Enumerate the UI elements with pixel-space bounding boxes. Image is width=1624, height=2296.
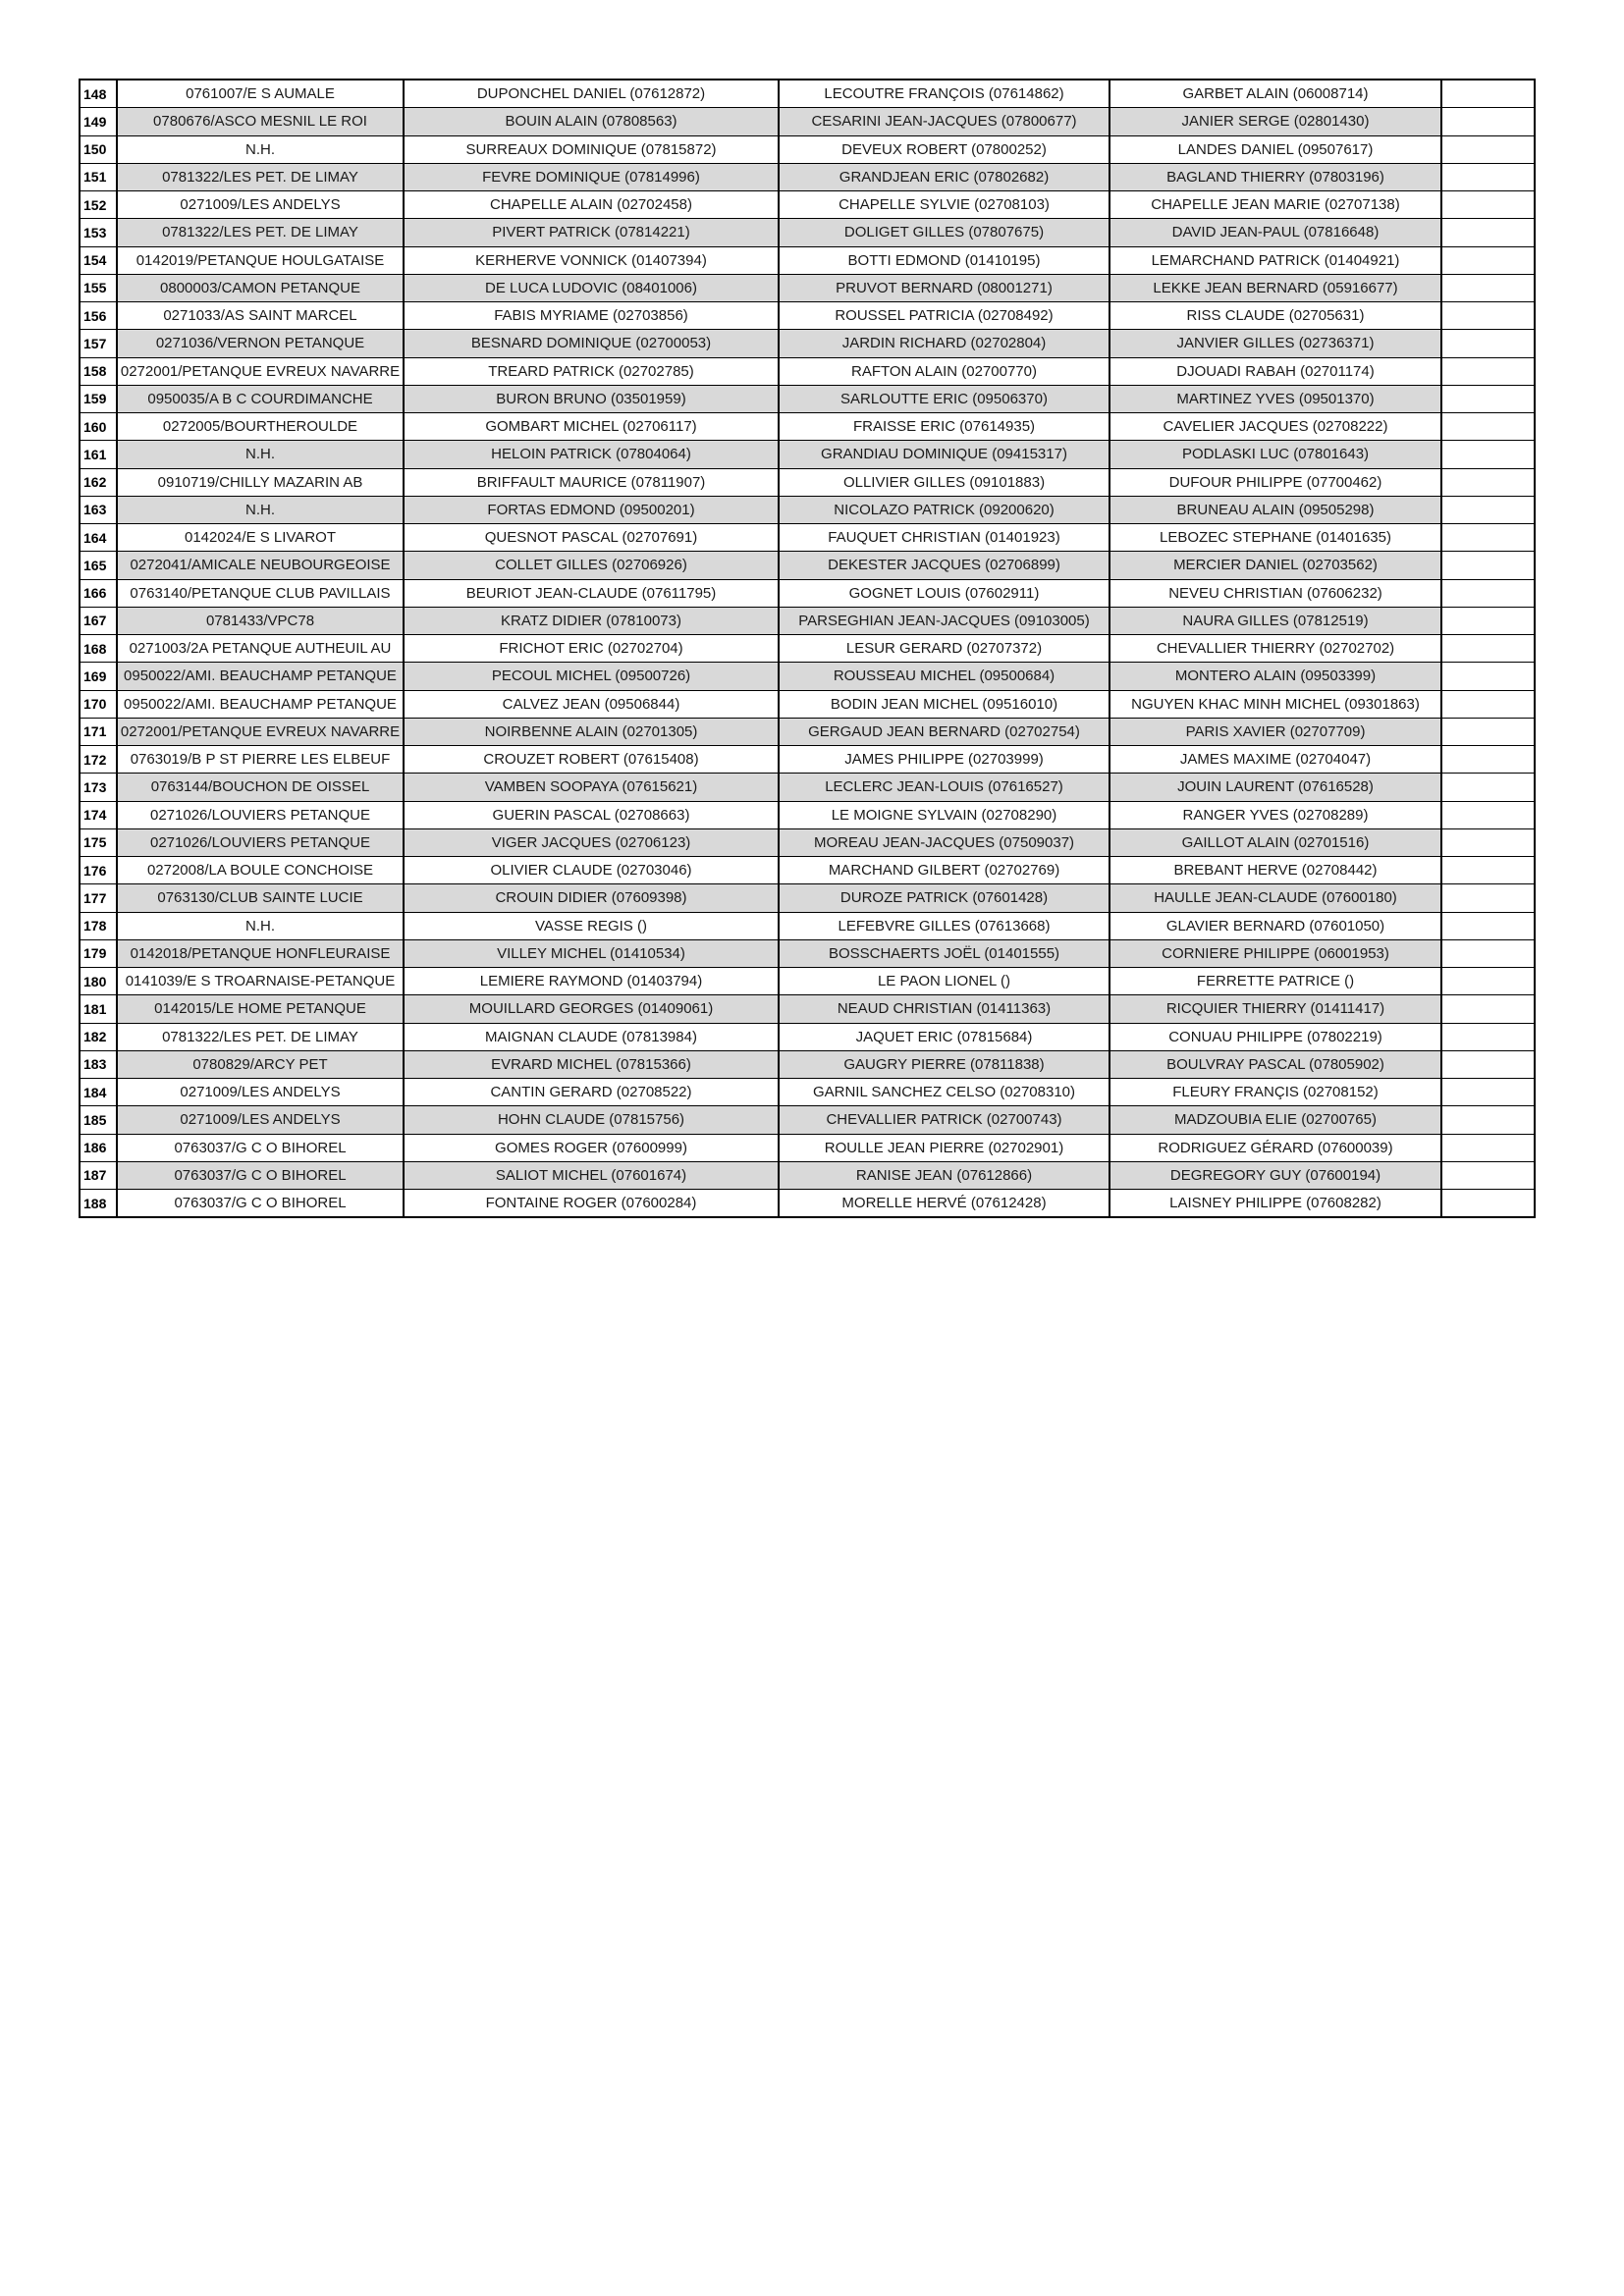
club-name: 0950022/AMI. BEAUCHAMP PETANQUE	[117, 663, 404, 690]
player-1: VILLEY MICHEL (01410534)	[404, 939, 779, 967]
table-row	[80, 441, 1535, 468]
team-number: 169	[80, 663, 117, 690]
club-name: N.H.	[117, 912, 404, 939]
player-1: TREARD PATRICK (02702785)	[404, 357, 779, 385]
player-3: LEKKE JEAN BERNARD (05916677)	[1110, 274, 1441, 301]
player-1: CALVEZ JEAN (09506844)	[404, 690, 779, 718]
player-2: ROUSSEAU MICHEL (09500684)	[779, 663, 1110, 690]
player-1: DE LUCA LUDOVIC (08401006)	[404, 274, 779, 301]
empty-cell	[1441, 274, 1535, 301]
team-roster-body	[80, 80, 1535, 1217]
team-number: 153	[80, 219, 117, 246]
player-3: DUFOUR PHILIPPE (07700462)	[1110, 468, 1441, 496]
player-3: JOUIN LAURENT (07616528)	[1110, 774, 1441, 801]
table-row	[80, 274, 1535, 301]
player-3: PARIS XAVIER (02707709)	[1110, 718, 1441, 745]
player-2: FRAISSE ERIC (07614935)	[779, 413, 1110, 441]
table-row	[80, 939, 1535, 967]
club-name: 0271009/LES ANDELYS	[117, 191, 404, 219]
player-1: HELOIN PATRICK (07804064)	[404, 441, 779, 468]
player-1: PIVERT PATRICK (07814221)	[404, 219, 779, 246]
table-row	[80, 1050, 1535, 1078]
player-2: JAQUET ERIC (07815684)	[779, 1023, 1110, 1050]
player-1: LEMIERE RAYMOND (01403794)	[404, 968, 779, 995]
club-name: 0763140/PETANQUE CLUB PAVILLAIS	[117, 579, 404, 607]
player-3: MADZOUBIA ELIE (02700765)	[1110, 1106, 1441, 1134]
club-name: 0781433/VPC78	[117, 607, 404, 634]
player-2: LEFEBVRE GILLES (07613668)	[779, 912, 1110, 939]
empty-cell	[1441, 357, 1535, 385]
team-number: 152	[80, 191, 117, 219]
player-2: GAUGRY PIERRE (07811838)	[779, 1050, 1110, 1078]
table-row	[80, 1106, 1535, 1134]
player-1: MAIGNAN CLAUDE (07813984)	[404, 1023, 779, 1050]
team-number: 164	[80, 524, 117, 552]
club-name: 0780676/ASCO MESNIL LE ROI	[117, 108, 404, 135]
club-name: 0763037/G C O BIHOREL	[117, 1190, 404, 1218]
table-row	[80, 108, 1535, 135]
player-1: FABIS MYRIAME (02703856)	[404, 302, 779, 330]
player-3: FERRETTE PATRICE ()	[1110, 968, 1441, 995]
table-row	[80, 1134, 1535, 1161]
player-1: BEURIOT JEAN-CLAUDE (07611795)	[404, 579, 779, 607]
player-1: FRICHOT ERIC (02702704)	[404, 635, 779, 663]
player-2: BODIN JEAN MICHEL (09516010)	[779, 690, 1110, 718]
player-1: GOMBART MICHEL (02706117)	[404, 413, 779, 441]
player-1: BRIFFAULT MAURICE (07811907)	[404, 468, 779, 496]
player-2: RANISE JEAN (07612866)	[779, 1161, 1110, 1189]
player-3: LEBOZEC STEPHANE (01401635)	[1110, 524, 1441, 552]
empty-cell	[1441, 1050, 1535, 1078]
club-name: 0781322/LES PET. DE LIMAY	[117, 163, 404, 190]
club-name: 0142018/PETANQUE HONFLEURAISE	[117, 939, 404, 967]
team-number: 184	[80, 1079, 117, 1106]
empty-cell	[1441, 80, 1535, 108]
club-name: 0763037/G C O BIHOREL	[117, 1134, 404, 1161]
player-1: FEVRE DOMINIQUE (07814996)	[404, 163, 779, 190]
player-1: PECOUL MICHEL (09500726)	[404, 663, 779, 690]
club-name: N.H.	[117, 441, 404, 468]
empty-cell	[1441, 968, 1535, 995]
player-1: CANTIN GERARD (02708522)	[404, 1079, 779, 1106]
player-2: RAFTON ALAIN (02700770)	[779, 357, 1110, 385]
table-row	[80, 746, 1535, 774]
empty-cell	[1441, 718, 1535, 745]
player-1: BOUIN ALAIN (07808563)	[404, 108, 779, 135]
empty-cell	[1441, 774, 1535, 801]
player-2: LECLERC JEAN-LOUIS (07616527)	[779, 774, 1110, 801]
team-number: 170	[80, 690, 117, 718]
empty-cell	[1441, 663, 1535, 690]
player-3: NGUYEN KHAC MINH MICHEL (09301863)	[1110, 690, 1441, 718]
empty-cell	[1441, 857, 1535, 884]
team-number: 176	[80, 857, 117, 884]
player-3: GAILLOT ALAIN (02701516)	[1110, 828, 1441, 856]
empty-cell	[1441, 912, 1535, 939]
player-2: BOSSCHAERTS JOËL (01401555)	[779, 939, 1110, 967]
empty-cell	[1441, 163, 1535, 190]
empty-cell	[1441, 1023, 1535, 1050]
club-name: 0763019/B P ST PIERRE LES ELBEUF	[117, 746, 404, 774]
empty-cell	[1441, 884, 1535, 912]
team-number: 154	[80, 246, 117, 274]
empty-cell	[1441, 1190, 1535, 1218]
player-3: CAVELIER JACQUES (02708222)	[1110, 413, 1441, 441]
empty-cell	[1441, 468, 1535, 496]
team-number: 167	[80, 607, 117, 634]
table-row	[80, 1079, 1535, 1106]
empty-cell	[1441, 828, 1535, 856]
table-row	[80, 635, 1535, 663]
table-row	[80, 191, 1535, 219]
table-row	[80, 135, 1535, 163]
table-row	[80, 246, 1535, 274]
table-row	[80, 857, 1535, 884]
team-number: 186	[80, 1134, 117, 1161]
team-number: 180	[80, 968, 117, 995]
table-row	[80, 828, 1535, 856]
player-2: GERGAUD JEAN BERNARD (02702754)	[779, 718, 1110, 745]
team-number: 160	[80, 413, 117, 441]
player-3: NEVEU CHRISTIAN (07606232)	[1110, 579, 1441, 607]
player-3: JANVIER GILLES (02736371)	[1110, 330, 1441, 357]
empty-cell	[1441, 801, 1535, 828]
table-row	[80, 302, 1535, 330]
player-2: OLLIVIER GILLES (09101883)	[779, 468, 1110, 496]
team-number: 161	[80, 441, 117, 468]
player-3: HAULLE JEAN-CLAUDE (07600180)	[1110, 884, 1441, 912]
player-2: MOREAU JEAN-JACQUES (07509037)	[779, 828, 1110, 856]
player-1: CROUIN DIDIER (07609398)	[404, 884, 779, 912]
player-3: FLEURY FRANÇIS (02708152)	[1110, 1079, 1441, 1106]
player-3: RANGER YVES (02708289)	[1110, 801, 1441, 828]
player-2: JARDIN RICHARD (02702804)	[779, 330, 1110, 357]
player-2: DOLIGET GILLES (07807675)	[779, 219, 1110, 246]
table-row	[80, 579, 1535, 607]
table-row	[80, 496, 1535, 523]
empty-cell	[1441, 607, 1535, 634]
player-1: CHAPELLE ALAIN (02702458)	[404, 191, 779, 219]
table-row	[80, 163, 1535, 190]
player-3: PODLASKI LUC (07801643)	[1110, 441, 1441, 468]
player-1: BURON BRUNO (03501959)	[404, 385, 779, 412]
team-number: 183	[80, 1050, 117, 1078]
player-3: GLAVIER BERNARD (07601050)	[1110, 912, 1441, 939]
team-number: 149	[80, 108, 117, 135]
club-name: 0271003/2A PETANQUE AUTHEUIL AU	[117, 635, 404, 663]
team-number: 171	[80, 718, 117, 745]
player-3: MONTERO ALAIN (09503399)	[1110, 663, 1441, 690]
club-name: N.H.	[117, 496, 404, 523]
team-number: 162	[80, 468, 117, 496]
empty-cell	[1441, 246, 1535, 274]
team-number: 165	[80, 552, 117, 579]
player-3: LEMARCHAND PATRICK (01404921)	[1110, 246, 1441, 274]
player-3: MARTINEZ YVES (09501370)	[1110, 385, 1441, 412]
empty-cell	[1441, 552, 1535, 579]
table-row	[80, 690, 1535, 718]
player-2: LESUR GERARD (02707372)	[779, 635, 1110, 663]
team-number: 157	[80, 330, 117, 357]
team-number: 173	[80, 774, 117, 801]
player-3: CHAPELLE JEAN MARIE (02707138)	[1110, 191, 1441, 219]
player-1: MOUILLARD GEORGES (01409061)	[404, 995, 779, 1023]
player-1: GOMES ROGER (07600999)	[404, 1134, 779, 1161]
club-name: 0781322/LES PET. DE LIMAY	[117, 1023, 404, 1050]
player-3: JANIER SERGE (02801430)	[1110, 108, 1441, 135]
player-2: MORELLE HERVÉ (07612428)	[779, 1190, 1110, 1218]
empty-cell	[1441, 219, 1535, 246]
club-name: 0761007/E S AUMALE	[117, 80, 404, 108]
club-name: 0271009/LES ANDELYS	[117, 1106, 404, 1134]
team-number: 182	[80, 1023, 117, 1050]
player-2: ROULLE JEAN PIERRE (02702901)	[779, 1134, 1110, 1161]
empty-cell	[1441, 1161, 1535, 1189]
team-number: 148	[80, 80, 117, 108]
club-name: 0271026/LOUVIERS PETANQUE	[117, 828, 404, 856]
team-number: 177	[80, 884, 117, 912]
table-row	[80, 357, 1535, 385]
player-3: LAISNEY PHILIPPE (07608282)	[1110, 1190, 1441, 1218]
club-name: 0950022/AMI. BEAUCHAMP PETANQUE	[117, 690, 404, 718]
table-row	[80, 1161, 1535, 1189]
player-3: CONUAU PHILIPPE (07802219)	[1110, 1023, 1441, 1050]
club-name: 0141039/E S TROARNAISE-PETANQUE	[117, 968, 404, 995]
player-1: FORTAS EDMOND (09500201)	[404, 496, 779, 523]
player-1: FONTAINE ROGER (07600284)	[404, 1190, 779, 1218]
empty-cell	[1441, 108, 1535, 135]
empty-cell	[1441, 690, 1535, 718]
player-3: NAURA GILLES (07812519)	[1110, 607, 1441, 634]
empty-cell	[1441, 135, 1535, 163]
player-3: RICQUIER THIERRY (01411417)	[1110, 995, 1441, 1023]
table-row	[80, 774, 1535, 801]
player-3: CORNIERE PHILIPPE (06001953)	[1110, 939, 1441, 967]
player-2: MARCHAND GILBERT (02702769)	[779, 857, 1110, 884]
empty-cell	[1441, 441, 1535, 468]
player-2: CESARINI JEAN-JACQUES (07800677)	[779, 108, 1110, 135]
player-3: DEGREGORY GUY (07600194)	[1110, 1161, 1441, 1189]
team-number: 187	[80, 1161, 117, 1189]
player-3: BOULVRAY PASCAL (07805902)	[1110, 1050, 1441, 1078]
player-2: FAUQUET CHRISTIAN (01401923)	[779, 524, 1110, 552]
player-2: JAMES PHILIPPE (02703999)	[779, 746, 1110, 774]
player-2: LE MOIGNE SYLVAIN (02708290)	[779, 801, 1110, 828]
player-1: CROUZET ROBERT (07615408)	[404, 746, 779, 774]
table-row	[80, 912, 1535, 939]
player-1: DUPONCHEL DANIEL (07612872)	[404, 80, 779, 108]
club-name: 0763130/CLUB SAINTE LUCIE	[117, 884, 404, 912]
player-1: BESNARD DOMINIQUE (02700053)	[404, 330, 779, 357]
club-name: N.H.	[117, 135, 404, 163]
player-1: HOHN CLAUDE (07815756)	[404, 1106, 779, 1134]
club-name: 0272041/AMICALE NEUBOURGEOISE	[117, 552, 404, 579]
empty-cell	[1441, 1134, 1535, 1161]
table-row	[80, 413, 1535, 441]
team-number: 178	[80, 912, 117, 939]
player-1: OLIVIER CLAUDE (02703046)	[404, 857, 779, 884]
table-row	[80, 330, 1535, 357]
player-2: PRUVOT BERNARD (08001271)	[779, 274, 1110, 301]
player-2: NICOLAZO PATRICK (09200620)	[779, 496, 1110, 523]
table-row	[80, 663, 1535, 690]
club-name: 0271036/VERNON PETANQUE	[117, 330, 404, 357]
player-2: LE PAON LIONEL ()	[779, 968, 1110, 995]
player-3: MERCIER DANIEL (02703562)	[1110, 552, 1441, 579]
empty-cell	[1441, 635, 1535, 663]
player-3: LANDES DANIEL (09507617)	[1110, 135, 1441, 163]
club-name: 0271026/LOUVIERS PETANQUE	[117, 801, 404, 828]
player-1: VAMBEN SOOPAYA (07615621)	[404, 774, 779, 801]
team-number: 166	[80, 579, 117, 607]
club-name: 0272001/PETANQUE EVREUX NAVARRE	[117, 718, 404, 745]
player-2: ROUSSEL PATRICIA (02708492)	[779, 302, 1110, 330]
player-3: BREBANT HERVE (02708442)	[1110, 857, 1441, 884]
table-row	[80, 968, 1535, 995]
team-number: 185	[80, 1106, 117, 1134]
club-name: 0142024/E S LIVAROT	[117, 524, 404, 552]
player-3: DJOUADI RABAH (02701174)	[1110, 357, 1441, 385]
team-number: 159	[80, 385, 117, 412]
empty-cell	[1441, 579, 1535, 607]
club-name: 0950035/A B C COURDIMANCHE	[117, 385, 404, 412]
team-number: 175	[80, 828, 117, 856]
table-row	[80, 995, 1535, 1023]
team-number: 179	[80, 939, 117, 967]
player-1: COLLET GILLES (02706926)	[404, 552, 779, 579]
empty-cell	[1441, 496, 1535, 523]
club-name: 0272005/BOURTHEROULDE	[117, 413, 404, 441]
player-2: DEVEUX ROBERT (07800252)	[779, 135, 1110, 163]
player-3: JAMES MAXIME (02704047)	[1110, 746, 1441, 774]
team-number: 188	[80, 1190, 117, 1218]
table-row	[80, 552, 1535, 579]
player-1: VASSE REGIS ()	[404, 912, 779, 939]
team-number: 156	[80, 302, 117, 330]
player-2: GRANDJEAN ERIC (07802682)	[779, 163, 1110, 190]
club-name: 0272001/PETANQUE EVREUX NAVARRE	[117, 357, 404, 385]
table-row	[80, 468, 1535, 496]
player-1: KERHERVE VONNICK (01407394)	[404, 246, 779, 274]
club-name: 0271009/LES ANDELYS	[117, 1079, 404, 1106]
player-3: CHEVALLIER THIERRY (02702702)	[1110, 635, 1441, 663]
player-2: NEAUD CHRISTIAN (01411363)	[779, 995, 1110, 1023]
club-name: 0142019/PETANQUE HOULGATAISE	[117, 246, 404, 274]
empty-cell	[1441, 995, 1535, 1023]
team-number: 163	[80, 496, 117, 523]
player-2: CHEVALLIER PATRICK (02700743)	[779, 1106, 1110, 1134]
club-name: 0142015/LE HOME PETANQUE	[117, 995, 404, 1023]
club-name: 0780829/ARCY PET	[117, 1050, 404, 1078]
empty-cell	[1441, 413, 1535, 441]
club-name: 0781322/LES PET. DE LIMAY	[117, 219, 404, 246]
table-row	[80, 524, 1535, 552]
club-name: 0272008/LA BOULE CONCHOISE	[117, 857, 404, 884]
player-2: GOGNET LOUIS (07602911)	[779, 579, 1110, 607]
player-2: GARNIL SANCHEZ CELSO (02708310)	[779, 1079, 1110, 1106]
team-number: 158	[80, 357, 117, 385]
table-row	[80, 80, 1535, 108]
empty-cell	[1441, 1079, 1535, 1106]
team-number: 151	[80, 163, 117, 190]
table-row	[80, 607, 1535, 634]
player-2: SARLOUTTE ERIC (09506370)	[779, 385, 1110, 412]
player-2: CHAPELLE SYLVIE (02708103)	[779, 191, 1110, 219]
empty-cell	[1441, 524, 1535, 552]
player-1: GUERIN PASCAL (02708663)	[404, 801, 779, 828]
player-1: SALIOT MICHEL (07601674)	[404, 1161, 779, 1189]
empty-cell	[1441, 191, 1535, 219]
player-2: BOTTI EDMOND (01410195)	[779, 246, 1110, 274]
team-number: 168	[80, 635, 117, 663]
club-name: 0763037/G C O BIHOREL	[117, 1161, 404, 1189]
player-2: PARSEGHIAN JEAN-JACQUES (09103005)	[779, 607, 1110, 634]
table-row	[80, 801, 1535, 828]
empty-cell	[1441, 746, 1535, 774]
table-row	[80, 1023, 1535, 1050]
empty-cell	[1441, 302, 1535, 330]
team-number: 150	[80, 135, 117, 163]
player-2: GRANDIAU DOMINIQUE (09415317)	[779, 441, 1110, 468]
player-3: GARBET ALAIN (06008714)	[1110, 80, 1441, 108]
team-number: 172	[80, 746, 117, 774]
player-2: LECOUTRE FRANÇOIS (07614862)	[779, 80, 1110, 108]
team-roster-table	[79, 79, 1536, 1218]
player-3: DAVID JEAN-PAUL (07816648)	[1110, 219, 1441, 246]
club-name: 0271033/AS SAINT MARCEL	[117, 302, 404, 330]
player-3: RISS CLAUDE (02705631)	[1110, 302, 1441, 330]
player-3: RODRIGUEZ GÉRARD (07600039)	[1110, 1134, 1441, 1161]
player-1: VIGER JACQUES (02706123)	[404, 828, 779, 856]
team-number: 181	[80, 995, 117, 1023]
empty-cell	[1441, 385, 1535, 412]
table-row	[80, 1190, 1535, 1218]
empty-cell	[1441, 1106, 1535, 1134]
table-row	[80, 718, 1535, 745]
player-1: QUESNOT PASCAL (02707691)	[404, 524, 779, 552]
player-3: BRUNEAU ALAIN (09505298)	[1110, 496, 1441, 523]
table-row	[80, 385, 1535, 412]
table-row	[80, 219, 1535, 246]
team-number: 174	[80, 801, 117, 828]
club-name: 0800003/CAMON PETANQUE	[117, 274, 404, 301]
club-name: 0910719/CHILLY MAZARIN AB	[117, 468, 404, 496]
player-1: KRATZ DIDIER (07810073)	[404, 607, 779, 634]
club-name: 0763144/BOUCHON DE OISSEL	[117, 774, 404, 801]
team-number: 155	[80, 274, 117, 301]
player-2: DUROZE PATRICK (07601428)	[779, 884, 1110, 912]
empty-cell	[1441, 330, 1535, 357]
player-1: EVRARD MICHEL (07815366)	[404, 1050, 779, 1078]
table-row	[80, 884, 1535, 912]
empty-cell	[1441, 939, 1535, 967]
player-1: SURREAUX DOMINIQUE (07815872)	[404, 135, 779, 163]
player-3: BAGLAND THIERRY (07803196)	[1110, 163, 1441, 190]
player-2: DEKESTER JACQUES (02706899)	[779, 552, 1110, 579]
player-1: NOIRBENNE ALAIN (02701305)	[404, 718, 779, 745]
